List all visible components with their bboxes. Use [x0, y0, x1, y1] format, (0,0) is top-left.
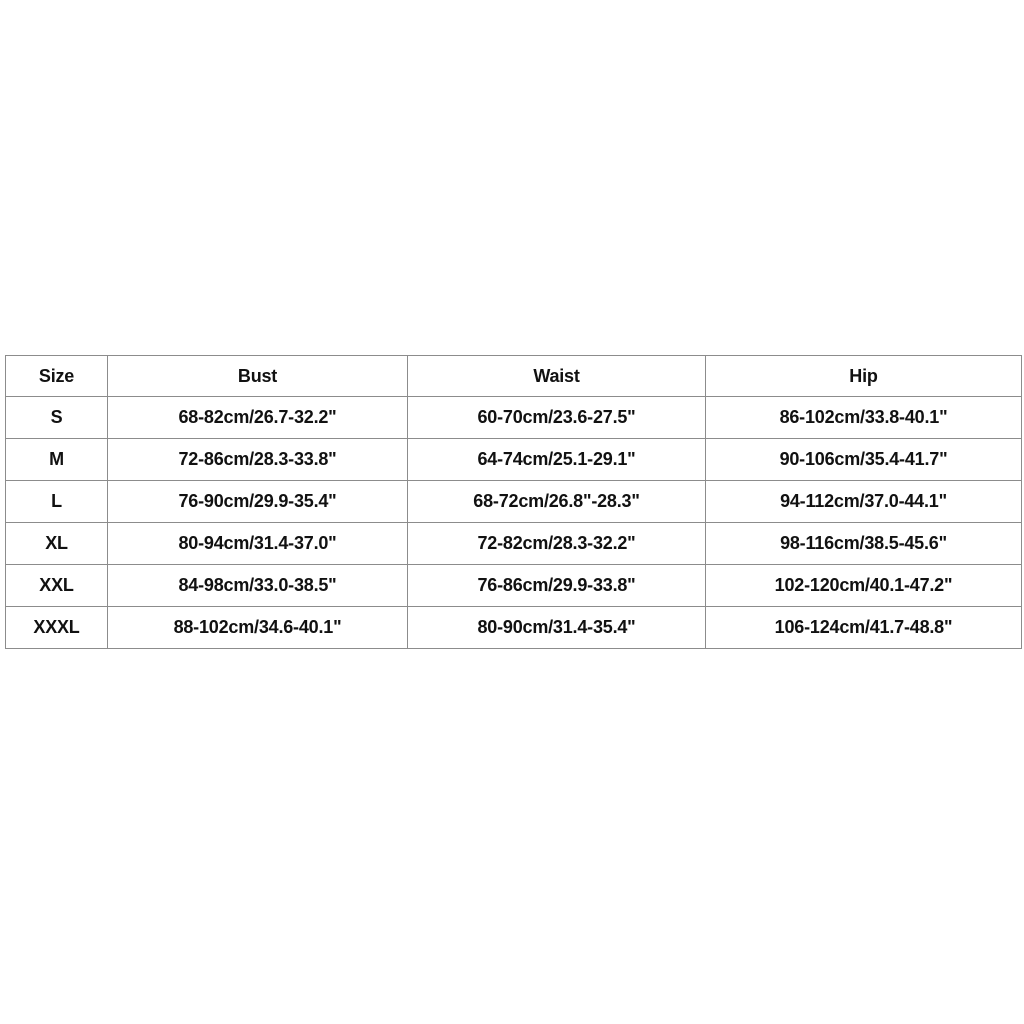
waist-cell: 64-74cm/25.1-29.1" — [408, 439, 706, 481]
table-row — [6, 565, 1022, 607]
header-size: Size — [6, 356, 108, 397]
header-row — [6, 356, 1022, 397]
size-cell: XXL — [6, 565, 108, 607]
hip-cell: 90-106cm/35.4-41.7" — [706, 439, 1022, 481]
hip-cell: 102-120cm/40.1-47.2" — [706, 565, 1022, 607]
waist-cell: 60-70cm/23.6-27.5" — [408, 397, 706, 439]
size-cell: L — [6, 481, 108, 523]
bust-cell: 84-98cm/33.0-38.5" — [108, 565, 408, 607]
bust-cell: 72-86cm/28.3-33.8" — [108, 439, 408, 481]
table-row — [6, 481, 1022, 523]
header-bust: Bust — [108, 356, 408, 397]
bust-cell: 80-94cm/31.4-37.0" — [108, 523, 408, 565]
table-row — [6, 607, 1022, 649]
waist-cell: 76-86cm/29.9-33.8" — [408, 565, 706, 607]
header-waist: Waist — [408, 356, 706, 397]
size-chart-table — [5, 355, 1022, 649]
size-cell: M — [6, 439, 108, 481]
size-cell: S — [6, 397, 108, 439]
size-cell: XL — [6, 523, 108, 565]
hip-cell: 106-124cm/41.7-48.8" — [706, 607, 1022, 649]
hip-cell: 94-112cm/37.0-44.1" — [706, 481, 1022, 523]
hip-cell: 98-116cm/38.5-45.6" — [706, 523, 1022, 565]
bust-cell: 88-102cm/34.6-40.1" — [108, 607, 408, 649]
table-row — [6, 523, 1022, 565]
table-row — [6, 397, 1022, 439]
waist-cell: 72-82cm/28.3-32.2" — [408, 523, 706, 565]
waist-cell: 68-72cm/26.8"-28.3" — [408, 481, 706, 523]
table-row — [6, 439, 1022, 481]
bust-cell: 68-82cm/26.7-32.2" — [108, 397, 408, 439]
bust-cell: 76-90cm/29.9-35.4" — [108, 481, 408, 523]
waist-cell: 80-90cm/31.4-35.4" — [408, 607, 706, 649]
header-hip: Hip — [706, 356, 1022, 397]
size-cell: XXXL — [6, 607, 108, 649]
hip-cell: 86-102cm/33.8-40.1" — [706, 397, 1022, 439]
